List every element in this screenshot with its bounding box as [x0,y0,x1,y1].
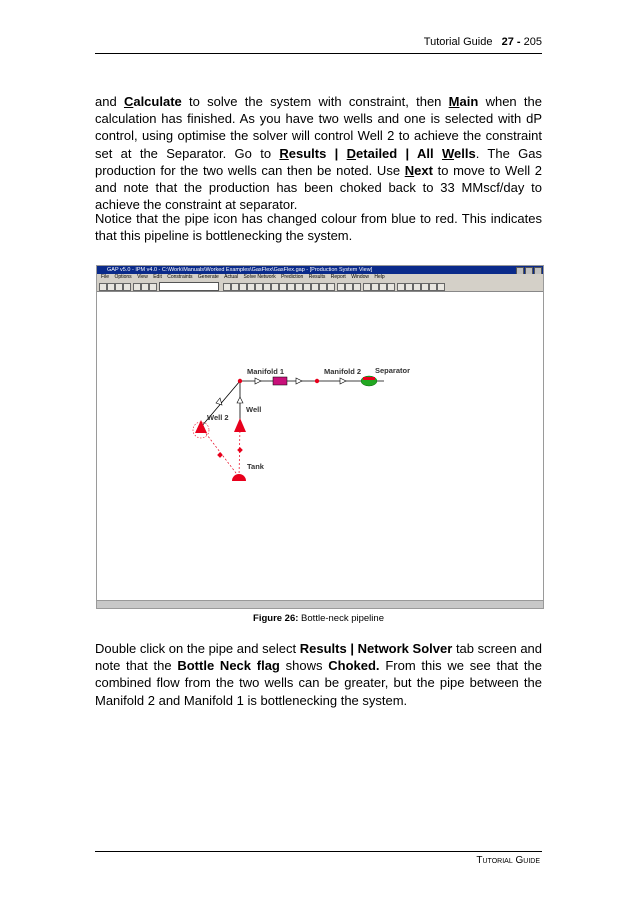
toolbar-icon[interactable] [363,283,371,291]
menu-item[interactable]: File [101,274,110,280]
gap-screenshot [96,265,544,609]
caption-text: Bottle-neck pipeline [298,613,384,624]
toolbar-icon[interactable] [115,283,123,291]
hotkey: M [448,94,460,109]
toolbar-icon[interactable] [239,283,247,291]
calculate-term [124,94,182,109]
hotkey: D [346,145,357,161]
paragraph-3 [95,640,542,709]
window-title: GAP v5.0 - IPM v4.0 - C:\Work\Manuals\Worked Examples\GasFlex\GasFlex.gap - [Production System View] [107,267,373,273]
page-header [95,36,542,54]
manifold2-label: Manifold 2 [324,367,362,376]
toolbar-icon[interactable] [437,283,445,291]
flow-arrow-icon [255,378,261,384]
header-section: Tutorial Guide [423,36,493,48]
toolbar-icon[interactable] [327,283,335,291]
bottle-neck-term: Bottle Neck flag [177,658,280,674]
calc-rest: alculate [133,94,182,109]
network-canvas [97,292,543,601]
caption-label: Figure 26: [253,613,299,624]
pipe-bottleneck-icon[interactable] [273,377,287,385]
toolbar-icon[interactable] [141,283,149,291]
window-controls[interactable] [516,267,542,274]
toolbar-icon[interactable] [223,283,231,291]
paragraph-2: Notice that the pipe icon has changed colour from blue to red. This indicates that this pipeline is bottlenecking the system. [95,211,542,244]
toolbar-icon[interactable] [371,283,379,291]
paragraph-1 [95,93,542,213]
text: when the calculation has finished. As you have two wells and one is selected with dP control, using optimise the solver will control Well 2 to achieve the constraint set at the Separator. Go to [95,94,542,161]
menu-item[interactable]: Solve Network [243,274,276,280]
manifold1-node[interactable] [238,379,242,383]
next-term: Next [404,162,433,178]
link-diamond-icon [217,452,223,458]
toolbar-icon[interactable] [99,283,107,291]
toolbar-combo[interactable] [159,282,219,291]
header-page-num: 205 [523,36,542,48]
separator-label: Separator [375,366,411,375]
flow-arrow-icon [237,397,243,403]
text: Double click on the pipe and select [95,641,300,656]
toolbar-icon[interactable] [311,283,319,291]
text: and [95,94,124,109]
menu-item[interactable]: Constraints [167,274,193,280]
flow-arrow-icon [340,378,346,384]
hotkey: W [441,145,455,161]
toolbar-icon[interactable] [149,283,157,291]
toolbar-icon[interactable] [405,283,413,291]
header-page-number: 27 - [501,36,524,48]
hotkey: N [404,162,415,178]
flow-arrow-icon [296,378,302,384]
figure-caption [95,613,542,624]
menu-item[interactable]: Options [114,274,132,280]
maximize-icon[interactable] [525,267,533,274]
menu-item[interactable]: Results [308,274,326,280]
app-menubar [97,274,543,281]
tank-label: Tank [247,462,264,471]
app-statusbar [97,600,543,608]
text: From this we see that the combined flow from the two wells can be greater, but the pipe between the Manifold 2 and Manifold 1 is bottlenecking the system. [95,658,542,708]
toolbar-icon[interactable] [287,283,295,291]
menu-item[interactable]: Window [351,274,369,280]
toolbar-icon[interactable] [279,283,287,291]
toolbar-icon[interactable] [345,283,353,291]
toolbar-icon[interactable] [429,283,437,291]
flow-arrow-icon [216,398,222,405]
network-solver-term: Results | Network Solver [299,641,453,656]
toolbar-icon[interactable] [319,283,327,291]
well2-label: Well 2 [207,413,229,422]
text: tab screen and note that the [95,641,543,674]
menu-item[interactable]: Report [330,274,346,280]
menu-item[interactable]: Prediction [281,274,304,280]
main-term [449,94,479,109]
menu-item[interactable]: Actual [224,274,239,280]
menu-item[interactable]: View [137,274,148,280]
tank-icon[interactable] [232,474,246,481]
toolbar-icon[interactable] [255,283,263,291]
toolbar-icon[interactable] [421,283,429,291]
toolbar-icon[interactable] [107,283,115,291]
menu-item[interactable]: Edit [153,274,162,280]
manifold1-label: Manifold 1 [247,367,285,376]
well-label: Well [246,405,262,414]
menu-item[interactable]: Help [374,274,385,280]
toolbar-icon[interactable] [231,283,239,291]
hotkey: R [279,145,289,161]
footer-rule [95,851,542,852]
text: shows [279,658,329,674]
toolbar-icon[interactable] [247,283,255,291]
separator-constraint-icon [363,377,375,380]
app-toolbar [97,281,543,292]
text: to solve the system with constraint, then [181,94,449,109]
text: to move to Well 2 and note that the production has been choked back to 33 MMscf/day to achieve the constraint at separator. [95,162,542,213]
minimize-icon[interactable] [516,267,524,274]
choked-term: Choked. [328,658,380,674]
link-well2-tank[interactable] [201,427,239,477]
results-menu-path: Results | Detailed | All Wells [279,145,476,161]
toolbar-icon[interactable] [379,283,387,291]
link-diamond-icon [237,447,243,453]
toolbar-icon[interactable] [263,283,271,291]
toolbar-icon[interactable] [413,283,421,291]
menu-item[interactable]: Generate [197,274,219,280]
toolbar-icon[interactable] [353,283,361,291]
toolbar-icon[interactable] [387,283,395,291]
main-rest: ain [459,94,479,109]
well-icon[interactable] [234,418,246,432]
toolbar-icon[interactable] [337,283,345,291]
toolbar-icon[interactable] [271,283,279,291]
toolbar-icon[interactable] [123,283,131,291]
window-titlebar [97,266,543,274]
toolbar-icon[interactable] [397,283,405,291]
toolbar-icon[interactable] [133,283,141,291]
header-rule [95,53,542,54]
toolbar-icon[interactable] [295,283,303,291]
manifold2-node[interactable] [315,379,319,383]
close-icon[interactable] [534,267,542,274]
text: . The Gas production for the two wells can then be noted. Use [95,145,542,178]
page-footer: Tutorial Guide [476,855,540,866]
hotkey: C [123,94,134,109]
toolbar-icon[interactable] [303,283,311,291]
